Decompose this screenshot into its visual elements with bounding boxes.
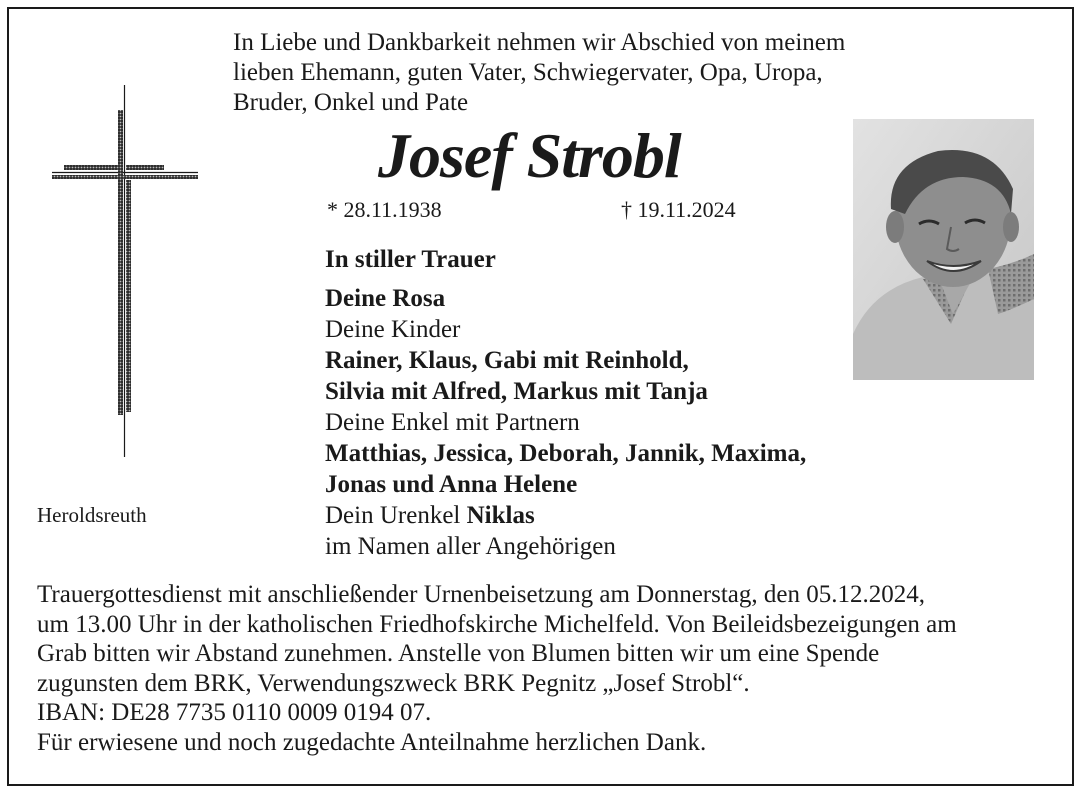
iban-line: IBAN: DE28 7735 0110 0009 0194 07. [37,699,432,726]
birth-date: * 28.11.1938 [327,197,442,222]
cross-icon [50,85,200,460]
death-date: † 19.11.2024 [621,197,736,222]
notice-line: Trauergottesdienst mit anschließender Urnenbeisetzung am Donnerstag, den 05.12.2024, [37,581,926,608]
mourners-list [325,244,806,562]
intro-line: lieben Ehemann, guten Vater, Schwiegervater, Opa, Uropa, [233,59,823,86]
grandchildren-names: Matthias, Jessica, Deborah, Jannik, Maxima, [325,440,807,467]
children-names: Silvia mit Alfred, Markus mit Tanja [325,378,708,405]
grandchildren-label: Deine Enkel mit Partnern [325,409,580,436]
children-names: Rainer, Klaus, Gabi mit Reinhold, [325,347,689,374]
notice-line: Grab bitten wir Abstand zunehmen. Anstelle von Blumen bitten wir um eine Spende [37,640,880,667]
grandchildren-names: Jonas und Anna Helene [325,471,578,498]
great-grandchild-label: Dein Urenkel [325,502,461,529]
closing-line: im Namen aller Angehörigen [325,533,616,560]
intro-line: In Liebe und Dankbarkeit nehmen wir Abschied von meinem [233,29,846,56]
deceased-name: Josef Strobl [378,120,681,191]
mourning-heading: In stiller Trauer [325,246,496,273]
notice-line: um 13.00 Uhr in der katholischen Friedhofskirche Michelfeld. Von Beileidsbezeigungen am [37,610,957,638]
intro-text [233,28,845,118]
intro-line: Bruder, Onkel und Pate [233,89,469,116]
thanks-line: Für erwiesene und noch zugedachte Anteilnahme herzlichen Dank. [37,728,707,756]
funeral-notice [37,580,957,757]
notice-line: zugunsten dem BRK, Verwendungszweck BRK Pegnitz „Josef Strobl“. [37,669,750,697]
portrait-photo [853,119,1034,380]
wife-name: Deine Rosa [325,285,446,312]
children-label: Deine Kinder [325,316,461,343]
place-name: Heroldsreuth [37,503,147,527]
great-grandchild-line [325,500,806,531]
great-grandchild-name: Niklas [466,502,535,529]
